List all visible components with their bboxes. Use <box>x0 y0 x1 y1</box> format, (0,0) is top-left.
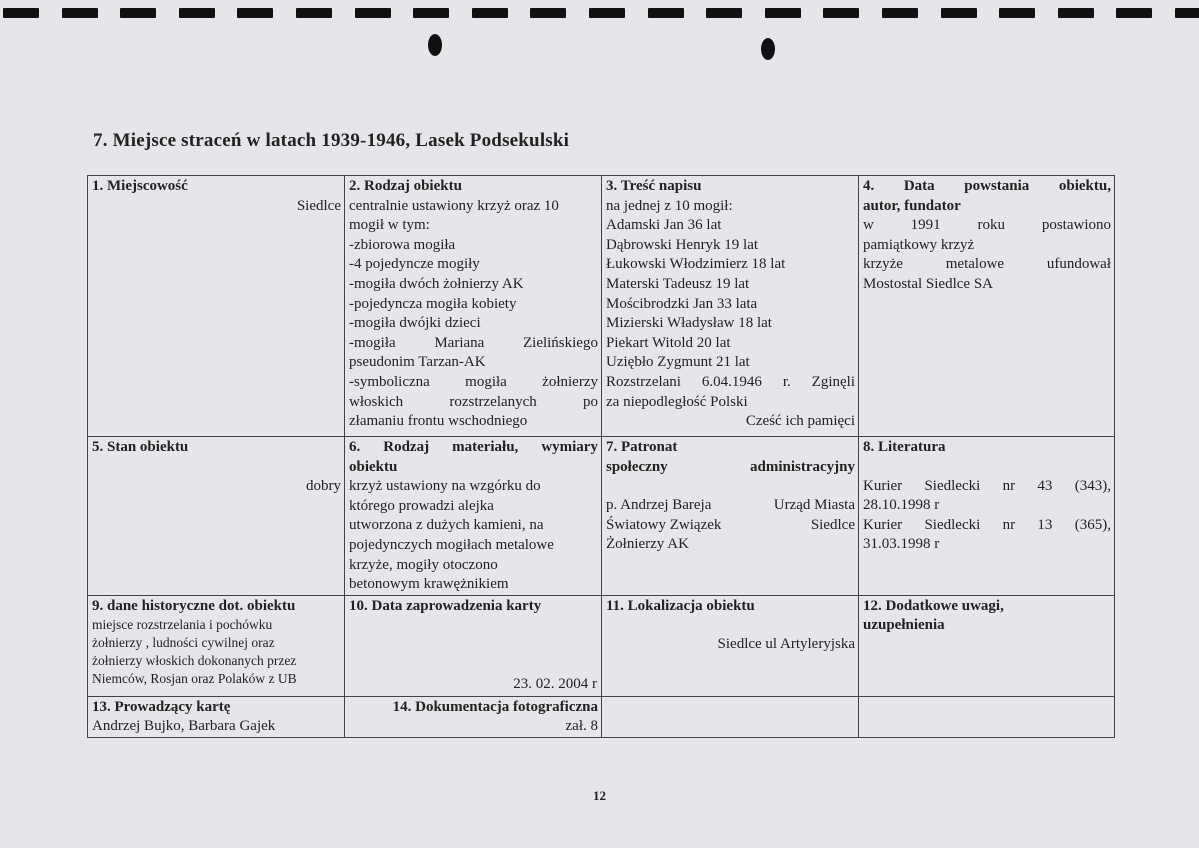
word: roku <box>977 217 1005 234</box>
perforation-dash <box>62 8 98 18</box>
perforation-dash <box>1175 8 1199 18</box>
admin-entry: Urząd Miasta <box>773 497 855 514</box>
text-line <box>606 516 855 536</box>
cell-label <box>349 438 598 458</box>
perforation-dash <box>648 8 684 18</box>
cell-photo-docs <box>345 696 602 737</box>
text-line: Łukowski Włodzimierz 18 lat <box>606 256 786 273</box>
perforation-dash <box>413 8 449 18</box>
word: 6.04.1946 <box>701 373 762 390</box>
word: Mariana <box>434 334 485 351</box>
text-line <box>606 373 855 393</box>
cell-empty <box>602 696 859 737</box>
text-line <box>863 216 1111 236</box>
admin-label: administracyjny <box>750 458 855 475</box>
word: materiału, <box>452 439 519 455</box>
word: 13 <box>1037 516 1053 533</box>
text-line <box>863 477 1111 497</box>
perforation-dash <box>1058 8 1094 18</box>
text-line <box>349 334 598 354</box>
text-line: krzyże, mogiły otoczono <box>349 556 498 573</box>
word: Siedlecki <box>924 516 981 533</box>
perforation-dash <box>179 8 215 18</box>
text-line <box>863 255 1111 275</box>
cell-label: 3. Treść napisu <box>606 178 702 194</box>
cell-location <box>602 595 859 696</box>
perforation-dash <box>823 8 859 18</box>
cell-label: 14. Dokumentacja fotograficzna <box>392 698 598 715</box>
cell-creation-date <box>859 176 1115 437</box>
word: ufundował <box>1046 256 1111 273</box>
keeper-value: Andrzej Bujko, Barbara Gajek <box>92 718 276 735</box>
cell-label: 5. Stan obiektu <box>92 439 189 455</box>
perforation-dash <box>530 8 566 18</box>
text-line: -mogiła dwóch żołnierzy AK <box>349 275 524 292</box>
cell-label: 1. Miejscowość <box>92 178 188 194</box>
word: wymiary <box>541 439 598 455</box>
word: postawiono <box>1041 217 1111 234</box>
text-line: 28.10.1998 r <box>863 497 940 514</box>
cell-label: obiektu <box>349 458 398 475</box>
patronage-subheader <box>606 458 855 478</box>
text-line: Adamski Jan 36 lat <box>606 217 722 234</box>
perforation-dash <box>589 8 625 18</box>
word: (365), <box>1074 516 1111 533</box>
admin-entry: Siedlce <box>810 516 855 533</box>
perforation-dash <box>472 8 508 18</box>
cell-notes <box>859 595 1115 696</box>
perforation-dash <box>765 8 801 18</box>
table-row <box>88 437 1115 596</box>
text-line <box>606 496 855 516</box>
spacer <box>92 458 341 477</box>
social-entry: p. Andrzej Bareja <box>606 497 712 514</box>
word: Siedlecki <box>924 477 981 494</box>
word: 6. <box>349 439 361 455</box>
word: żołnierzy <box>542 373 598 390</box>
cell-label <box>863 177 1111 197</box>
word: w <box>863 217 874 234</box>
word: mogiła <box>465 373 507 390</box>
text-line: pojedynczych mogiłach metalowe <box>349 536 554 553</box>
text-line: -pojedyncza mogiła kobiety <box>349 295 517 312</box>
cell-literature <box>859 437 1115 596</box>
text-line: -4 pojedyncze mogiły <box>349 256 480 273</box>
text-line: krzyż ustawiony na wzgórku do <box>349 478 541 495</box>
card-date-value: 23. 02. 2004 r <box>513 676 597 693</box>
text-line: za niepodległość Polski <box>606 393 748 410</box>
word: obiektu, <box>1058 178 1111 194</box>
text-line: Niemców, Rosjan oraz Polaków z UB <box>92 671 297 687</box>
text-line: Mościbrodzki Jan 33 lata <box>606 295 758 312</box>
table-row <box>88 176 1115 437</box>
text-line: żołnierzy , ludności cywilnej oraz <box>92 635 275 651</box>
word: włoskich <box>349 393 404 410</box>
word: 4. <box>863 178 875 194</box>
word: po <box>583 393 598 410</box>
word: Zielińskiego <box>522 334 598 351</box>
perforation-dash <box>999 8 1035 18</box>
photo-docs-value: zał. 8 <box>565 718 598 735</box>
text-line: Mizierski Władysław 18 lat <box>606 315 772 332</box>
record-card-table <box>87 175 1115 738</box>
cell-label: 13. Prowadzący kartę <box>92 698 231 715</box>
page-number: 12 <box>593 788 606 803</box>
binding-perforation <box>0 8 1199 20</box>
table-row <box>88 595 1115 696</box>
cell-condition <box>88 437 345 596</box>
text-line <box>349 393 598 413</box>
text-line: Mostostal Siedlce SA <box>863 275 993 292</box>
text-line: złamaniu frontu wschodniego <box>349 413 528 430</box>
text-line: żołnierzy włoskich dokonanych przez <box>92 653 297 669</box>
word: -symboliczna <box>349 373 430 390</box>
perforation-dash <box>3 8 39 18</box>
text-line <box>863 516 1111 536</box>
text-line: Cześć ich pamięci <box>745 413 855 430</box>
cell-empty <box>859 696 1115 737</box>
locality-value: Siedlce <box>296 197 341 214</box>
location-value: Siedlce ul Artyleryjska <box>717 636 855 653</box>
perforation-dash <box>355 8 391 18</box>
cell-material <box>345 437 602 596</box>
word: 43 <box>1037 477 1053 494</box>
word: nr <box>1002 516 1016 533</box>
cell-label: 7. Patronat <box>606 439 678 455</box>
word: Kurier <box>863 477 903 494</box>
text-line: miejsce rozstrzelania i pochówku <box>92 617 273 633</box>
table-row <box>88 696 1115 737</box>
text-line: Materski Tadeusz 19 lat <box>606 275 750 292</box>
condition-value: dobry <box>306 477 341 494</box>
word: krzyże <box>863 256 903 273</box>
cell-label: 10. Data zaprowadzenia karty <box>349 597 542 614</box>
cell-label: 12. Dodatkowe uwagi, <box>863 597 1004 614</box>
text-line: Piekart Witold 20 lat <box>606 334 731 351</box>
perforation-dash <box>1116 8 1152 18</box>
cell-card-keeper <box>88 696 345 737</box>
text-line: centralnie ustawiony krzyż oraz 10 <box>349 197 559 214</box>
cell-object-type <box>345 176 602 437</box>
word: rozstrzelanych <box>449 393 537 410</box>
cell-label: uzupełnienia <box>863 617 945 634</box>
social-label: społeczny <box>606 458 668 475</box>
cell-label: 9. dane historyczne dot. obiektu <box>92 597 296 614</box>
cell-patronage <box>602 437 859 596</box>
spacer <box>606 616 855 635</box>
spacer <box>606 477 855 496</box>
perforation-dash <box>882 8 918 18</box>
word: Kurier <box>863 516 903 533</box>
text-line: którego prowadzi alejka <box>349 497 494 514</box>
text-line: pseudonim Tarzan-AK <box>349 354 486 371</box>
cell-label: autor, fundator <box>863 197 961 214</box>
text-line: Dąbrowski Henryk 19 lat <box>606 236 759 253</box>
text-line: Uziębło Zygmunt 21 lat <box>606 354 750 371</box>
word: Rozstrzelani <box>606 373 681 390</box>
page-title: 7. Miejsce straceń w latach 1939-1946, Lasek Podsekulski <box>93 130 570 151</box>
cell-locality <box>88 176 345 437</box>
word: Rodzaj <box>383 439 430 455</box>
text-line: 31.03.1998 r <box>863 536 940 553</box>
word: -mogiła <box>349 334 396 351</box>
cell-card-date <box>345 595 602 696</box>
perforation-dash <box>120 8 156 18</box>
word: Zginęli <box>811 373 855 390</box>
text-line: -zbiorowa mogiła <box>349 236 456 253</box>
text-line: utworzona z dużych kamieni, na <box>349 517 544 534</box>
cell-inscription <box>602 176 859 437</box>
word: 1991 <box>910 217 941 234</box>
perforation-dash <box>237 8 273 18</box>
social-entry: Światowy Związek <box>606 516 722 533</box>
perforation-dash <box>941 8 977 18</box>
cell-label: 11. Lokalizacja obiektu <box>606 597 755 614</box>
word: powstania <box>964 178 1030 194</box>
text-line: na jednej z 10 mogił: <box>606 197 733 214</box>
text-line: pamiątkowy krzyż <box>863 236 975 253</box>
word: nr <box>1002 477 1016 494</box>
text-line: mogił w tym: <box>349 217 430 234</box>
perforation-dash <box>706 8 742 18</box>
punch-hole-left <box>428 34 442 56</box>
word: r. <box>782 373 791 390</box>
text-line: -mogiła dwójki dzieci <box>349 315 481 332</box>
word: Data <box>903 178 935 194</box>
word: metalowe <box>945 256 1005 273</box>
perforation-dash <box>296 8 332 18</box>
cell-history <box>88 595 345 696</box>
cell-label: 8. Literatura <box>863 439 946 455</box>
word: (343), <box>1074 477 1111 494</box>
text-line: betonowym krawężnikiem <box>349 576 509 593</box>
spacer <box>863 458 1111 477</box>
social-entry: Żołnierzy AK <box>606 536 689 553</box>
text-line <box>349 373 598 393</box>
punch-hole-right <box>761 38 775 60</box>
cell-label: 2. Rodzaj obiektu <box>349 178 462 194</box>
